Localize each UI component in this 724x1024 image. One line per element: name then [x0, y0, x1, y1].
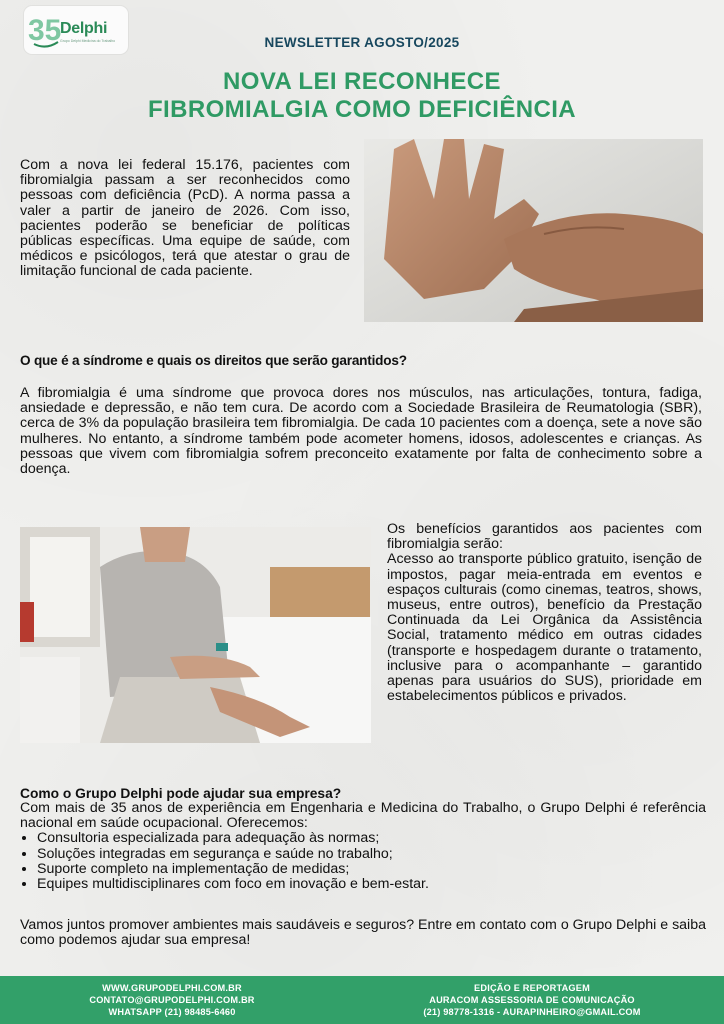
footer-whatsapp: WHATSAPP (21) 98485-6460 — [108, 1007, 236, 1017]
list-item: • Soluções integradas em segurança e saúde no trabalho; — [37, 847, 706, 862]
footer-agency-contact[interactable]: (21) 98778-1316 - AURAPINHEIRO@GMAIL.COM — [423, 1007, 641, 1017]
footer-website-link[interactable]: WWW.GRUPODELPHI.COM.BR — [102, 983, 242, 993]
hands-pain-photo — [364, 139, 703, 322]
headline-line-1: NOVA LEI RECONHECE — [223, 68, 501, 95]
footer — [0, 976, 724, 1024]
fibromyalgia-paragraph: A fibromialgia é uma síndrome que provoca dores nos músculos, nas articulações, tontura, fadiga, ansiedade e depressão, e não tem cura. De acordo com a Sociedade Brasileira de Reumatologia (SBR), cerca de 3% da população brasileira tem fibromialgia. De cada 10 pacientes com a doença, sete a nove são mulheres. No entanto, a síndrome também pode acometer homens, idosos, adolescentes e crianças. As pessoas que vivem com fibromialgia sofrem preconceito exatamente por falta de conhecimento sobre a doença. — [20, 385, 702, 478]
benefits-intro: Os benefícios garantidos aos pacientes com fibromialgia serão: — [387, 521, 702, 553]
footer-agency: AURACOM ASSESSORIA DE COMUNICAÇÃO — [429, 995, 635, 1005]
company-intro: Com mais de 35 anos de experiência em Engenharia e Medicina do Trabalho, o Grupo Delphi é referência nacional em saúde ocupacional. Oferecemos: — [20, 800, 706, 832]
footer-contact — [22, 982, 322, 1018]
headline — [0, 68, 724, 124]
closing-paragraph: Vamos juntos promover ambientes mais saudáveis e seguros? Entre em contato com o Grupo Delphi e saiba como podemos ajudar sua empresa! — [20, 917, 706, 949]
footer-email-link[interactable]: CONTATO@GRUPODELPHI.COM.BR — [89, 995, 255, 1005]
company-services-list — [20, 831, 706, 892]
section-heading: O que é a síndrome e quais os direitos que serão garantidos? — [20, 353, 407, 368]
company-heading: Como o Grupo Delphi pode ajudar sua empresa? — [20, 786, 342, 801]
list-item: • Equipes multidisciplinares com foco em inovação e bem-estar. — [37, 877, 706, 892]
list-item: • Consultoria especializada para adequação às normas; — [37, 831, 706, 846]
benefits-body: Acesso ao transporte público gratuito, isenção de impostos, pagar meia-entrada em eventos e espaços culturais (como cinemas, teatros, shows, museus, entre outros), benefício da Prestação Continuada da Lei Orgânica da Assistência Social, tratamento médico em outras cidades (transporte e hospedagem durante o tratamento, inclusive para o acompanhante – garantido apenas para usuários do SUS), prioridade em estabelecimentos públicos e privados. — [387, 551, 702, 705]
headline-line-2: FIBROMIALGIA COMO DEFICIÊNCIA — [147, 96, 577, 123]
company-section — [20, 786, 706, 892]
logo-tagline: Grupo Delphi Medicina do Trabalho — [60, 39, 116, 43]
benefits-section — [387, 522, 702, 704]
footer-credits — [382, 982, 682, 1018]
intro-paragraph: Com a nova lei federal 15.176, pacientes com fibromialgia passam a ser reconhecidos como pessoas com deficiência (PcD). A norma passa a valer a partir de janeiro de 2026. Com isso, pacientes poderão se beneficiar de políticas públicas específicas. Uma equipe de saúde, com médicos e psicólogos, terá que atestar o grau de limitação funcional de cada paciente. — [20, 157, 350, 280]
woman-arm-pain-photo — [20, 527, 371, 743]
svg-text:35: 35 — [28, 14, 62, 47]
footer-edition-label: EDIÇÃO E REPORTAGEM — [474, 983, 590, 993]
newsletter-date: NEWSLETTER AGOSTO/2025 — [264, 35, 460, 50]
logo-name: Delphi — [60, 20, 108, 37]
list-item: • Suporte completo na implementação de medidas; — [37, 862, 706, 877]
